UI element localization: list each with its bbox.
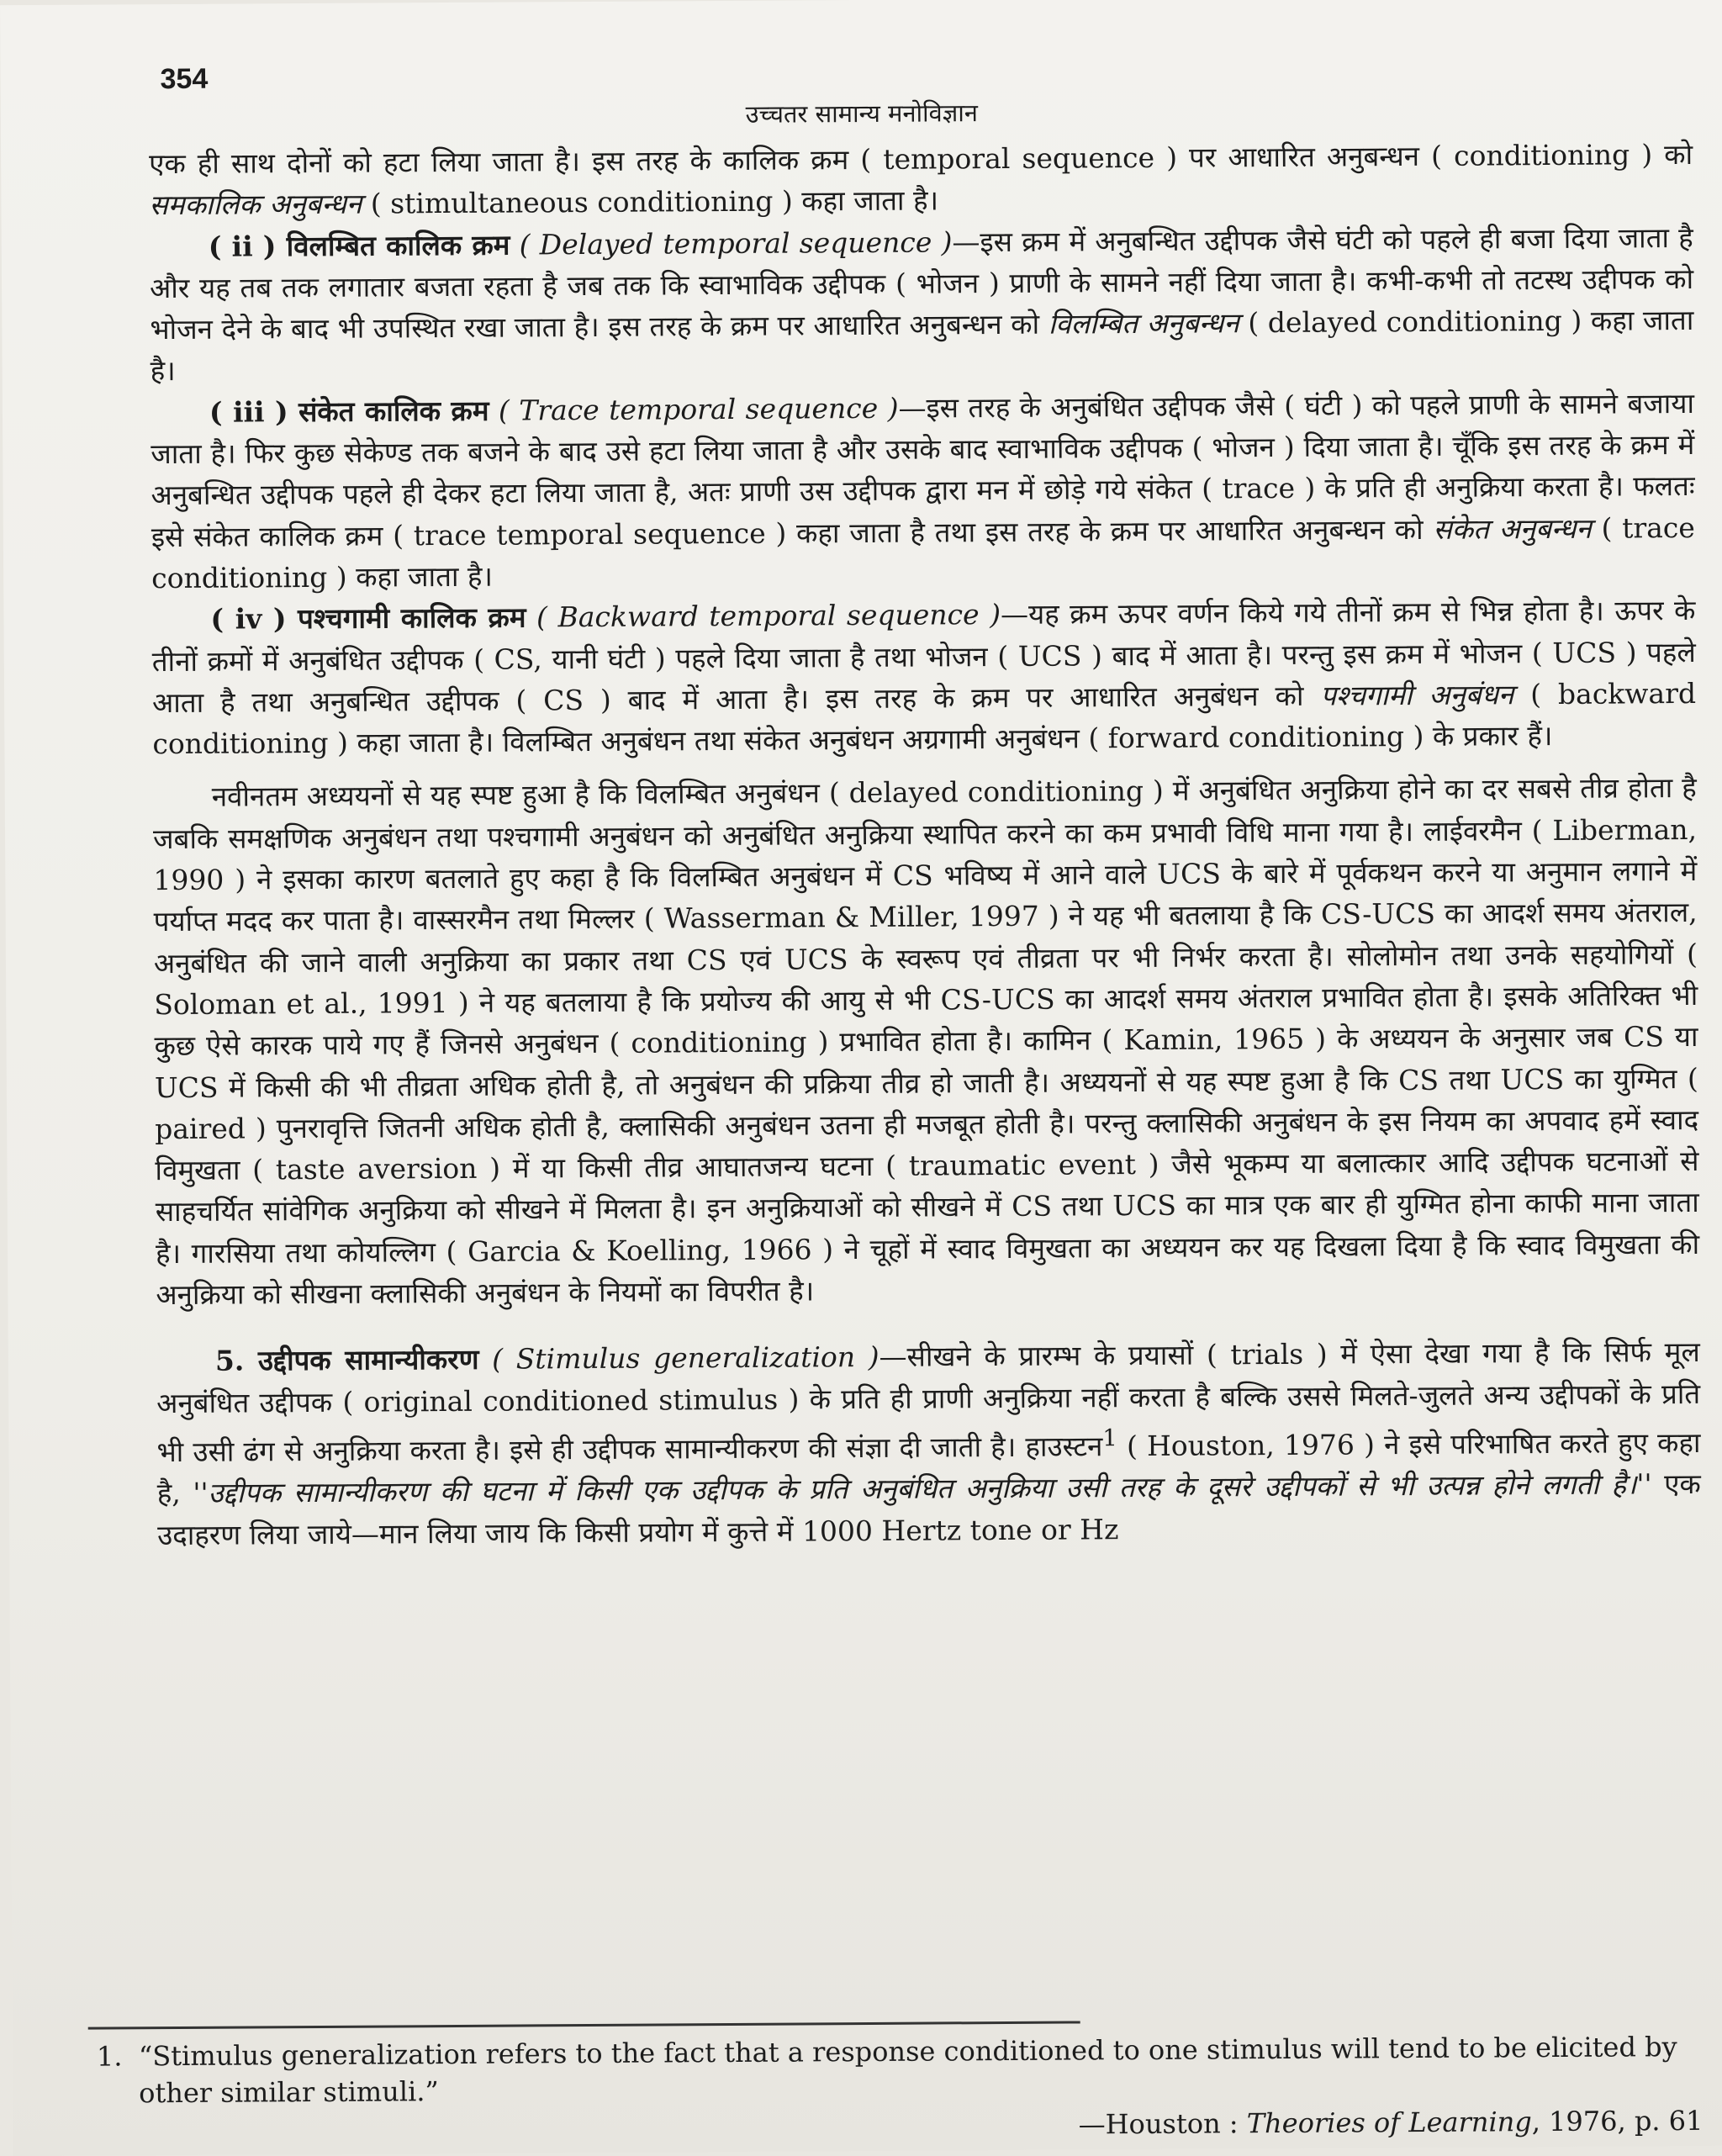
footnote-text: “Stimulus generalization refers to the fact that a response conditioned to one stimulus will tend to be elicited by other similar stimuli.” [138,2031,1677,2110]
paragraph-recent-studies: नवीनतम अध्ययनों से यह स्पष्ट हुआ है कि विलम्बित अनुबंधन ( delayed conditioning ) में अनुबंधित अनुक्रिया होने का दर सबसे तीव्र होता है जबकि समक्षणिक अनुबंधन तथा पश्चगामी अनुबंधन को अनुबंधित अनुक्रिया स्थापित करने का कम प्रभावी विधि माना गया है। लाईवरमैन ( Liberman, 1990 ) ने इसका कारण बतलाते हुए कहा है कि विलम्बित अनुबंधन में CS भविष्य में आने वाले UCS के बारे में पूर्वकथन करने या अनुमान लगाने में पर्याप्त मदद कर पाता है। वास्सरमैन तथा मिल्लर ( Wasserman & Miller, 1997 ) ने यह भी बतलाया है कि CS-UCS का आदर्श समय अंतराल, अनुबंधित की जाने वाली अनुक्रिया का प्रकार तथा CS एवं UCS के स्वरूप एवं तीव्रता पर भी निर्भर करता है। सोलोमोन तथा उनके सहयोगियों ( Soloman et al., 1991 ) ने यह बतलाया है कि प्रयोज्य की आयु से भी CS-UCS का आदर्श समय अंतराल प्रभावित होता है। इसके अतिरिक्त भी कुछ ऐसे कारक पाये गए हैं जिनसे अनुबंधन ( conditioning ) प्रभावित होता है। कामिन ( Kamin, 1965 ) के अध्ययन के अनुसार जब CS या UCS में किसी की भी तीव्रता अधिक होती है, तो अनुबंधन की प्रक्रिया तीव्र हो जाती है। अध्ययनों से यह स्पष्ट हुआ है कि CS तथा UCS का युग्मित ( paired ) पुनरावृत्ति जितनी अधिक होती है, क्लासिकी अनुबंधन उतना ही मजबूत होती है। परन्तु क्लासिकी अनुबंधन के इस नियम का अपवाद हमें स्वाद विमुखता ( taste aversion ) में या किसी तीव्र आघातजन्य घटना ( traumatic event ) जैसे भूकम्प या बलात्कार आदि उद्दीपक घटनाओं से साहचर्यित सांवेगिक अनुक्रिया को सीखने में मिलता है। इन अनुक्रियाओं को सीखने में CS तथा UCS का मात्र एक बार ही युग्मित होना काफी माना जाता है। गारसिया तथा कोयल्लिग ( Garcia & Koelling, 1966 ) ने चूहों में स्वाद विमुखता का अध्ययन कर यह दिखला दिया है कि स्वाद विमुखता की अनुक्रिया को सीखना क्लासिकी अनुबंधन के नियमों का विपरीत है। [152,771,1700,1312]
paragraph-backward-temporal-sequence: ( iv ) पश्चगामी कालिक क्रम ( Backward temporal sequence )—यह क्रम ऊपर वर्णन किये गये तीनों क्रम से भिन्न होता है। ऊपर के तीनों क्रमों में अनुबंधित उद्दीपक ( CS, यानी घंटी ) पहले दिया जाता है तथा भोजन ( UCS ) बाद में आता है। परन्तु इस क्रम में भोजन ( UCS ) पहले आता है तथा अनुबन्धित उद्दीपक ( CS ) बाद में आता है। इस तरह के क्रम पर आधारित अनुबंधन को पश्चगामी अनुबंधन ( backward conditioning ) कहा जाता है। विलम्बित अनुबंधन तथा संकेत अनुबंधन अग्रगामी अनुबंधन ( forward conditioning ) के प्रकार हैं। [151,594,1697,761]
page-number: 354 [160,62,209,96]
running-head: उच्चतर सामान्य मनोविज्ञान [745,98,979,129]
page-body [149,134,1701,1556]
footnote [96,2028,1704,2148]
paragraph-delayed-temporal-sequence: ( ii ) विलम्बित कालिक क्रम ( Delayed temporal sequence )—इस क्रम में अनुबन्धित उद्दीपक जैसे घंटी को पहले ही बजा दिया जाता है और यह तब तक लगातार बजता रहता है जब तक कि स्वाभाविक उद्दीपक ( भोजन ) प्राणी के सामने नहीं दिया जाता है। कभी-कभी तो तटस्थ उद्दीपक को भोजन देने के बाद भी उपस्थित रखा जाता है। इस तरह के क्रम पर आधारित अनुबन्धन को विलम्बित अनुबन्धन ( delayed conditioning ) कहा जाता है। [149,220,1694,388]
footnote-source: —Houston : Theories of Learning, 1976, p. 61 [1078,2104,1704,2141]
footnote-rule [88,2021,1080,2029]
footnote-marker: 1 [1102,1424,1117,1452]
section-heading: 5. उद्दीपक सामान्यीकरण [214,1343,479,1378]
paragraph-trace-temporal-sequence: ( iii ) संकेत कालिक क्रम ( Trace temporal sequence )—इस तरह के अनुबंधित उद्दीपक जैसे ( घंटी ) को पहले प्राणी के सामने बजाया जाता है। फिर कुछ सेकेण्ड तक बजने के बाद उसे हटा लिया जाता है और उसके बाद स्वाभाविक उद्दीपक ( भोजन ) दिया जाता है। चूँकि इस तरह के क्रम में अनुबन्धित उद्दीपक पहले ही देकर हटा लिया जाता है, अतः प्राणी उस उद्दीपक द्वारा मन में छोड़े गये संकेत ( trace ) के प्रति ही अनुक्रिया करता है। फलतः इसे संकेत कालिक क्रम ( trace temporal sequence ) कहा जाता है तथा इस तरह के क्रम पर आधारित अनुबन्धन को संकेत अनुबन्धन ( trace conditioning ) कहा जाता है। [151,386,1695,595]
paragraph-stimulus-generalization: 5. उद्दीपक सामान्यीकरण ( Stimulus generalization )—सीखने के प्रारम्भ के प्रयासों ( trials ) में ऐसा देखा गया है कि सिर्फ मूल अनुबंधित उद्दीपक ( original conditioned stimulus ) के प्रति ही प्राणी अनुक्रिया नहीं करता है बल्कि उससे मिलते-जुलते अन्य उद्दीपकों के प्रति भी उसी ढंग से अनुक्रिया करता है। इसे ही उद्दीपक सामान्यीकरण की संज्ञा दी जाती है। हाउस्टन$^1$ ( Houston, 1976 ) ने इसे परिभाषित करते हुए कहा है, ''उद्दीपक सामान्यीकरण की घटना में किसी एक उद्दीपक के प्रति अनुबंधित अनुक्रिया उसी तरह के दूसरे उद्दीपकों से भी उत्पन्न होने लगती है।'' एक उदाहरण लिया जाये—मान लिया जाय कि किसी प्रयोग में कुत्ते में 1000 Hertz tone or Hz [156,1335,1701,1551]
paragraph-simultaneous-conditioning: एक ही साथ दोनों को हटा लिया जाता है। इस तरह के कालिक क्रम ( temporal sequence ) पर आधारित अनुबन्धन ( conditioning ) को समकालिक अनुबन्धन ( stimultaneous conditioning ) कहा जाता है। [149,137,1693,222]
section-heading: ( iii ) संकेत कालिक क्रम [209,394,489,429]
section-heading: ( ii ) विलम्बित कालिक क्रम [208,228,510,263]
section-heading: ( iv ) पश्चगामी कालिक क्रम [210,600,526,637]
footnote-number: 1. [96,2040,123,2073]
